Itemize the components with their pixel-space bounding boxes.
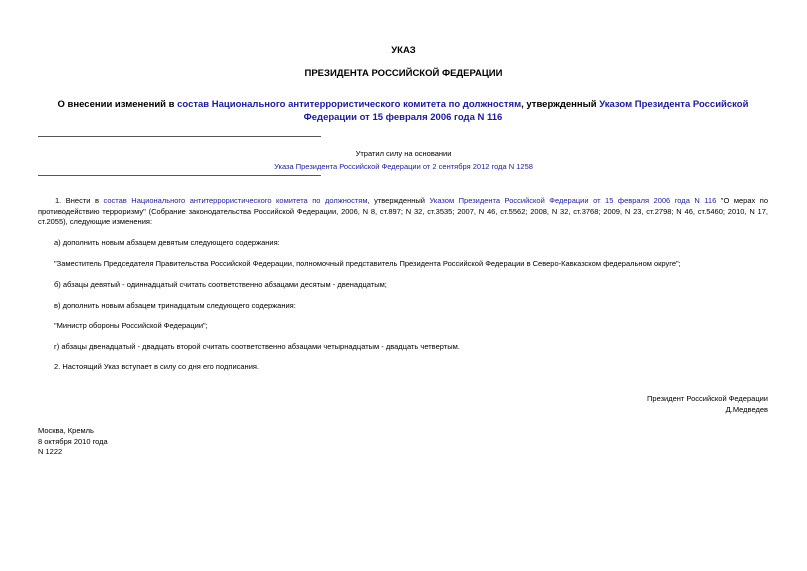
item-v: в) дополнить новым абзацем тринадцатым следующего содержания: [54,301,296,310]
item-g: г) абзацы двенадцатый - двадцать второй считать соответственно абзацами четырнадцатым - двадцать четвертым. [54,342,460,351]
lapsed-decree-link[interactable]: Указа Президента Российской Федерации от 2 сентября 2012 года N 1258 [274,162,533,171]
subject-link-decree[interactable]: Указом Президента Российской Федерации от 15 февраля 2006 года N 116 [303,99,749,123]
subject-middle: , утвержденный [521,99,600,110]
document-subject [38,98,768,124]
quote-1: "Заместитель Председателя Правительства Российской Федерации, полномочный представитель Президента Российской Федерации в Северо-Кавказском федеральном округе"; [54,259,681,268]
quote-2: "Министр обороны Российской Федерации"; [54,321,208,330]
signature-block [647,394,768,415]
paragraph-1 [38,196,768,228]
signing-date: 8 октября 2010 года [38,436,108,446]
lapsed-label: Утратил силу на основании [355,149,452,158]
item-b: б) абзацы девятый - одиннадцатый считать соответственно абзацами десятым - двенадцатым; [54,280,387,289]
subject-prefix: О внесении изменений в [57,99,178,110]
p1-link-composition[interactable]: состав Национального антитеррористического комитета по должностям [103,196,368,205]
p1-prefix: 1. Внести в [55,196,104,205]
p1-suffix: "О мерах по противодействию терроризму" (Собрание законодательства Российской Федерации, 2006, N 8, ст.897; N 32, ст.3535; 2007, N 46, ст.5562; 2008, N 32, ст.3768; 2009, N 23, ст.2798; N 46, ст.5460; 2010, N 17, ст.2055), следующие изменения: [38,196,768,226]
subject-link-composition[interactable]: состав Национального антитеррористического комитета по должностям [177,99,522,110]
place-date-block [38,426,108,458]
doc-type-title: УКАЗ [391,45,416,56]
p1-link-decree[interactable]: Указом Президента Российской Федерации от 15 февраля 2006 года N 116 [429,196,717,205]
p1-middle: , утвержденный [367,196,430,205]
document-number: N 1222 [38,447,63,456]
issuer-title: ПРЕЗИДЕНТА РОССИЙСКОЙ ФЕДЕРАЦИИ [304,68,503,79]
signer-name: Д.Медведев [725,404,768,414]
signer-position: Президент Российской Федерации [647,394,768,403]
item-a: а) дополнить новым абзацем девятым следующего содержания: [54,238,280,247]
signing-place: Москва, Кремль [38,426,94,435]
paragraph-2: 2. Настоящий Указ вступает в силу со дня его подписания. [54,362,260,371]
divider-bottom [38,175,321,176]
divider-top [38,136,321,137]
